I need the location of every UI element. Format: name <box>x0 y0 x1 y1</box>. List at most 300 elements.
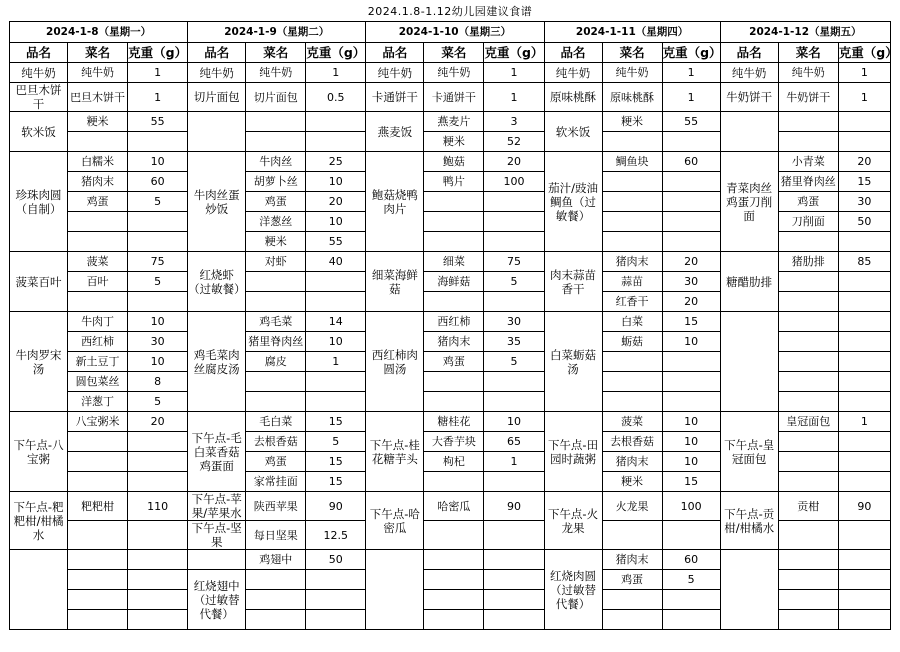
dish-header: 品名 <box>188 43 246 63</box>
item-name: 菠菜 <box>602 412 662 432</box>
item-name: 猪肉末 <box>602 550 662 570</box>
item-weight <box>838 132 890 152</box>
item-weight: 1 <box>838 63 890 83</box>
item-weight <box>306 292 366 312</box>
item-weight <box>662 392 720 412</box>
item-name <box>424 372 484 392</box>
item-weight <box>662 521 720 550</box>
dish-name: 红烧虾（过敏餐） <box>188 252 246 312</box>
item-weight: 52 <box>484 132 544 152</box>
item-weight <box>484 521 544 550</box>
item-name: 燕麦片 <box>424 112 484 132</box>
item-name <box>778 292 838 312</box>
item-name: 百叶 <box>68 272 128 292</box>
item-name: 每日坚果 <box>246 521 306 550</box>
item-name: 白菜 <box>602 312 662 332</box>
item-name: 鸡蛋 <box>778 192 838 212</box>
item-name: 纯牛奶 <box>424 63 484 83</box>
dish-name: 下午点-贡柑/柑橘水 <box>720 492 778 550</box>
item-name: 红香干 <box>602 292 662 312</box>
item-weight <box>838 312 890 332</box>
day-header: 2024-1-12（星期五） <box>720 22 890 43</box>
item-weight: 10 <box>128 152 188 172</box>
item-weight <box>838 392 890 412</box>
item-name <box>68 472 128 492</box>
dish-name: 下午点-火龙果 <box>544 492 602 550</box>
item-weight <box>838 272 890 292</box>
item-weight <box>128 610 188 630</box>
item-name <box>68 452 128 472</box>
dish-header: 品名 <box>544 43 602 63</box>
item-weight <box>306 112 366 132</box>
item-weight: 20 <box>128 412 188 432</box>
item-name: 蒜苗 <box>602 272 662 292</box>
item-weight <box>838 550 890 570</box>
item-name <box>778 312 838 332</box>
item-name <box>602 132 662 152</box>
item-header: 菜名 <box>68 43 128 63</box>
item-name: 鸡蛋 <box>68 192 128 212</box>
item-weight: 1 <box>306 352 366 372</box>
item-name: 牛肉丁 <box>68 312 128 332</box>
item-name: 猪里脊肉丝 <box>778 172 838 192</box>
item-name <box>424 392 484 412</box>
item-name <box>68 521 128 550</box>
item-name: 粳米 <box>246 232 306 252</box>
item-weight: 50 <box>306 550 366 570</box>
item-weight: 15 <box>306 412 366 432</box>
item-weight: 110 <box>128 492 188 521</box>
item-name <box>424 232 484 252</box>
item-weight <box>306 372 366 392</box>
item-name: 纯牛奶 <box>778 63 838 83</box>
dish-name: 菠菜百叶 <box>10 252 68 312</box>
dish-name <box>720 550 778 630</box>
item-weight: 5 <box>662 570 720 590</box>
item-weight: 20 <box>662 252 720 272</box>
table-row <box>10 63 891 83</box>
dish-name: 茄汁/豉油鲷鱼（过敏餐） <box>544 152 602 252</box>
item-name: 鸡毛菜 <box>246 312 306 332</box>
item-weight: 1 <box>484 63 544 83</box>
item-name: 西红柿 <box>68 332 128 352</box>
item-name <box>778 332 838 352</box>
item-weight <box>838 112 890 132</box>
item-weight <box>484 372 544 392</box>
item-weight <box>128 292 188 312</box>
item-name <box>778 112 838 132</box>
item-name: 火龙果 <box>602 492 662 521</box>
table-row <box>10 550 891 570</box>
item-header: 菜名 <box>778 43 838 63</box>
item-name <box>424 472 484 492</box>
item-weight: 40 <box>306 252 366 272</box>
item-weight: 15 <box>306 452 366 472</box>
item-weight: 1 <box>128 83 188 112</box>
item-weight <box>838 292 890 312</box>
item-name: 鸡蛋 <box>246 192 306 212</box>
item-name <box>68 432 128 452</box>
item-name: 鲍菇 <box>424 152 484 172</box>
dish-name <box>10 550 68 630</box>
item-name: 卡通饼干 <box>424 83 484 112</box>
item-weight: 20 <box>838 152 890 172</box>
item-name <box>68 550 128 570</box>
item-weight: 1 <box>662 63 720 83</box>
item-name <box>68 212 128 232</box>
dish-header: 品名 <box>720 43 778 63</box>
item-name: 纯牛奶 <box>68 63 128 83</box>
item-weight <box>306 610 366 630</box>
item-weight <box>662 590 720 610</box>
item-weight: 3 <box>484 112 544 132</box>
dish-name: 下午点-苹果/苹果水 <box>188 492 246 521</box>
item-name: 切片面包 <box>246 83 306 112</box>
item-name <box>602 521 662 550</box>
item-weight: 1 <box>306 63 366 83</box>
item-name <box>246 372 306 392</box>
item-weight: 10 <box>128 312 188 332</box>
item-weight <box>662 132 720 152</box>
item-weight <box>838 332 890 352</box>
item-name: 鸡翅中 <box>246 550 306 570</box>
item-name <box>778 452 838 472</box>
item-weight <box>484 570 544 590</box>
item-name <box>68 232 128 252</box>
item-name: 蛎菇 <box>602 332 662 352</box>
item-name: 猪肉末 <box>602 252 662 272</box>
item-weight <box>306 590 366 610</box>
item-weight <box>128 232 188 252</box>
item-weight: 5 <box>128 192 188 212</box>
item-name: 陕西苹果 <box>246 492 306 521</box>
item-weight: 100 <box>484 172 544 192</box>
item-name <box>424 550 484 570</box>
weight-header: 克重（g） <box>128 43 188 63</box>
item-weight <box>838 232 890 252</box>
item-name <box>778 472 838 492</box>
item-name: 猪肋排 <box>778 252 838 272</box>
item-name: 刀削面 <box>778 212 838 232</box>
item-name <box>246 392 306 412</box>
item-name: 鸡蛋 <box>602 570 662 590</box>
table-row <box>10 112 891 132</box>
item-name: 鲷鱼块 <box>602 152 662 172</box>
item-weight <box>662 372 720 392</box>
item-name: 海鲜菇 <box>424 272 484 292</box>
item-name: 白糯米 <box>68 152 128 172</box>
item-name <box>602 172 662 192</box>
item-weight <box>306 392 366 412</box>
item-name <box>778 432 838 452</box>
item-name <box>246 590 306 610</box>
item-weight: 30 <box>484 312 544 332</box>
item-weight: 12.5 <box>306 521 366 550</box>
item-name <box>602 392 662 412</box>
item-weight: 35 <box>484 332 544 352</box>
item-weight: 5 <box>128 272 188 292</box>
item-weight: 30 <box>838 192 890 212</box>
item-weight <box>838 610 890 630</box>
item-name: 粑粑柑 <box>68 492 128 521</box>
item-weight: 10 <box>662 432 720 452</box>
item-name: 圆包菜丝 <box>68 372 128 392</box>
item-name <box>602 610 662 630</box>
item-name <box>602 212 662 232</box>
item-weight: 1 <box>838 83 890 112</box>
item-weight <box>662 212 720 232</box>
item-weight: 10 <box>662 452 720 472</box>
item-name: 粳米 <box>68 112 128 132</box>
item-name: 洋葱丝 <box>246 212 306 232</box>
item-name: 猪里脊肉丝 <box>246 332 306 352</box>
dish-name <box>720 112 778 152</box>
item-name <box>424 521 484 550</box>
table-row <box>10 412 891 432</box>
item-weight <box>128 550 188 570</box>
item-name <box>778 232 838 252</box>
item-name: 猪肉末 <box>424 332 484 352</box>
item-weight: 1 <box>838 412 890 432</box>
item-name <box>602 192 662 212</box>
dish-name: 白菜蛎菇汤 <box>544 312 602 412</box>
item-name: 牛奶饼干 <box>778 83 838 112</box>
dish-name: 下午点-八宝粥 <box>10 412 68 492</box>
item-weight <box>484 212 544 232</box>
dish-name: 糖醋肋排 <box>720 252 778 312</box>
dish-name <box>188 112 246 152</box>
item-name: 粳米 <box>602 112 662 132</box>
item-name: 细菜 <box>424 252 484 272</box>
dish-name: 牛奶饼干 <box>720 83 778 112</box>
item-name: 粳米 <box>602 472 662 492</box>
item-weight <box>662 232 720 252</box>
item-weight: 1 <box>128 63 188 83</box>
item-name <box>778 610 838 630</box>
item-weight: 75 <box>128 252 188 272</box>
day-header: 2024-1-10（星期三） <box>366 22 544 43</box>
item-name <box>778 372 838 392</box>
item-weight <box>306 570 366 590</box>
item-weight: 1 <box>662 83 720 112</box>
item-name <box>778 550 838 570</box>
item-name <box>424 292 484 312</box>
table-row <box>10 312 891 332</box>
item-name: 贡柑 <box>778 492 838 521</box>
item-weight <box>838 590 890 610</box>
dish-name: 巴旦木饼干 <box>10 83 68 112</box>
dish-name <box>720 312 778 412</box>
item-name: 枸杞 <box>424 452 484 472</box>
item-header: 菜名 <box>602 43 662 63</box>
item-weight <box>128 521 188 550</box>
item-name <box>778 352 838 372</box>
dish-name: 青菜肉丝鸡蛋刀削面 <box>720 152 778 252</box>
dish-header: 品名 <box>10 43 68 63</box>
dish-name: 红烧肉圆（过敏替代餐） <box>544 550 602 630</box>
item-weight: 85 <box>838 252 890 272</box>
table-row <box>10 152 891 172</box>
item-weight: 90 <box>838 492 890 521</box>
item-name <box>246 570 306 590</box>
item-weight <box>838 472 890 492</box>
item-weight <box>484 392 544 412</box>
item-weight <box>484 192 544 212</box>
item-name: 去根香菇 <box>602 432 662 452</box>
dish-name: 纯牛奶 <box>544 63 602 83</box>
item-weight <box>306 132 366 152</box>
weight-header: 克重（g） <box>306 43 366 63</box>
item-name: 巴旦木饼干 <box>68 83 128 112</box>
item-name: 哈密瓜 <box>424 492 484 521</box>
dish-name: 燕麦饭 <box>366 112 424 152</box>
item-weight: 15 <box>306 472 366 492</box>
item-name <box>602 232 662 252</box>
item-name: 牛肉丝 <box>246 152 306 172</box>
item-name <box>424 212 484 232</box>
item-weight <box>662 192 720 212</box>
item-weight: 15 <box>662 472 720 492</box>
item-name <box>424 570 484 590</box>
item-weight <box>484 292 544 312</box>
dish-name: 细菜海鲜菇 <box>366 252 424 312</box>
day-header: 2024-1-11（星期四） <box>544 22 720 43</box>
dish-name: 西红柿肉圆汤 <box>366 312 424 412</box>
item-name: 去根香菇 <box>246 432 306 452</box>
item-weight: 55 <box>662 112 720 132</box>
table-row <box>10 83 891 112</box>
item-name: 家常挂面 <box>246 472 306 492</box>
dish-name: 肉末蒜苗香干 <box>544 252 602 312</box>
item-weight <box>306 272 366 292</box>
dish-name: 原味桃酥 <box>544 83 602 112</box>
item-name: 鸡蛋 <box>246 452 306 472</box>
dish-name: 纯牛奶 <box>10 63 68 83</box>
item-name: 西红柿 <box>424 312 484 332</box>
item-name <box>68 610 128 630</box>
item-name <box>778 570 838 590</box>
item-weight <box>484 590 544 610</box>
item-name: 猪肉末 <box>68 172 128 192</box>
item-name <box>246 132 306 152</box>
item-name <box>424 590 484 610</box>
item-weight <box>662 352 720 372</box>
item-weight: 15 <box>838 172 890 192</box>
dish-name: 红烧翅中（过敏替代餐） <box>188 570 246 630</box>
weight-header: 克重（g） <box>838 43 890 63</box>
item-name <box>246 112 306 132</box>
item-name <box>602 352 662 372</box>
item-name: 毛白菜 <box>246 412 306 432</box>
item-name <box>778 392 838 412</box>
item-weight <box>838 521 890 550</box>
item-weight <box>484 610 544 630</box>
item-weight: 20 <box>662 292 720 312</box>
item-name: 菠菜 <box>68 252 128 272</box>
item-weight <box>838 372 890 392</box>
item-weight: 90 <box>484 492 544 521</box>
dish-name <box>366 550 424 630</box>
item-name <box>246 610 306 630</box>
item-weight: 14 <box>306 312 366 332</box>
item-weight: 8 <box>128 372 188 392</box>
item-weight: 65 <box>484 432 544 452</box>
weight-header: 克重（g） <box>484 43 544 63</box>
item-name <box>68 292 128 312</box>
item-name: 猪肉末 <box>602 452 662 472</box>
item-weight <box>662 172 720 192</box>
dish-name: 珍珠肉圆（自制） <box>10 152 68 252</box>
item-name: 腐皮 <box>246 352 306 372</box>
item-weight: 1 <box>484 83 544 112</box>
dish-name: 下午点-哈密瓜 <box>366 492 424 550</box>
item-name <box>68 570 128 590</box>
item-weight <box>128 432 188 452</box>
item-name: 新土豆丁 <box>68 352 128 372</box>
item-weight: 55 <box>306 232 366 252</box>
item-name <box>246 292 306 312</box>
dish-name: 下午点-粑粑柑/柑橘水 <box>10 492 68 550</box>
item-weight: 60 <box>662 550 720 570</box>
item-name: 小青菜 <box>778 152 838 172</box>
item-weight: 75 <box>484 252 544 272</box>
dish-name: 下午点-坚果 <box>188 521 246 550</box>
day-header: 2024-1-8（星期一） <box>10 22 188 43</box>
dish-name: 鲍菇烧鸭肉片 <box>366 152 424 252</box>
item-name <box>68 132 128 152</box>
weight-header: 克重（g） <box>662 43 720 63</box>
item-weight: 55 <box>128 112 188 132</box>
dish-name: 下午点-皇冠面包 <box>720 412 778 492</box>
item-weight <box>128 472 188 492</box>
dish-name: 纯牛奶 <box>720 63 778 83</box>
item-weight <box>484 232 544 252</box>
item-weight: 10 <box>306 212 366 232</box>
item-name <box>602 372 662 392</box>
item-weight <box>128 212 188 232</box>
item-weight: 1 <box>484 452 544 472</box>
dish-name: 下午点-桂花糖芋头 <box>366 412 424 492</box>
dish-name: 切片面包 <box>188 83 246 112</box>
item-weight: 5 <box>484 272 544 292</box>
item-name: 胡萝卜丝 <box>246 172 306 192</box>
item-weight: 30 <box>128 332 188 352</box>
table-row <box>10 252 891 272</box>
item-weight: 100 <box>662 492 720 521</box>
dish-name: 鸡毛菜肉丝腐皮汤 <box>188 312 246 412</box>
item-weight: 20 <box>306 192 366 212</box>
item-name: 洋葱丁 <box>68 392 128 412</box>
item-weight: 10 <box>662 412 720 432</box>
item-weight <box>128 132 188 152</box>
item-header: 菜名 <box>246 43 306 63</box>
item-weight: 30 <box>662 272 720 292</box>
item-name <box>424 192 484 212</box>
item-name <box>246 272 306 292</box>
item-name <box>778 272 838 292</box>
item-weight: 0.5 <box>306 83 366 112</box>
item-name: 纯牛奶 <box>246 63 306 83</box>
item-weight <box>838 452 890 472</box>
dish-name: 卡通饼干 <box>366 83 424 112</box>
item-weight <box>128 570 188 590</box>
item-name <box>778 521 838 550</box>
item-name <box>778 590 838 610</box>
item-name <box>424 610 484 630</box>
item-name: 皇冠面包 <box>778 412 838 432</box>
dish-name <box>188 550 246 570</box>
item-weight <box>838 352 890 372</box>
